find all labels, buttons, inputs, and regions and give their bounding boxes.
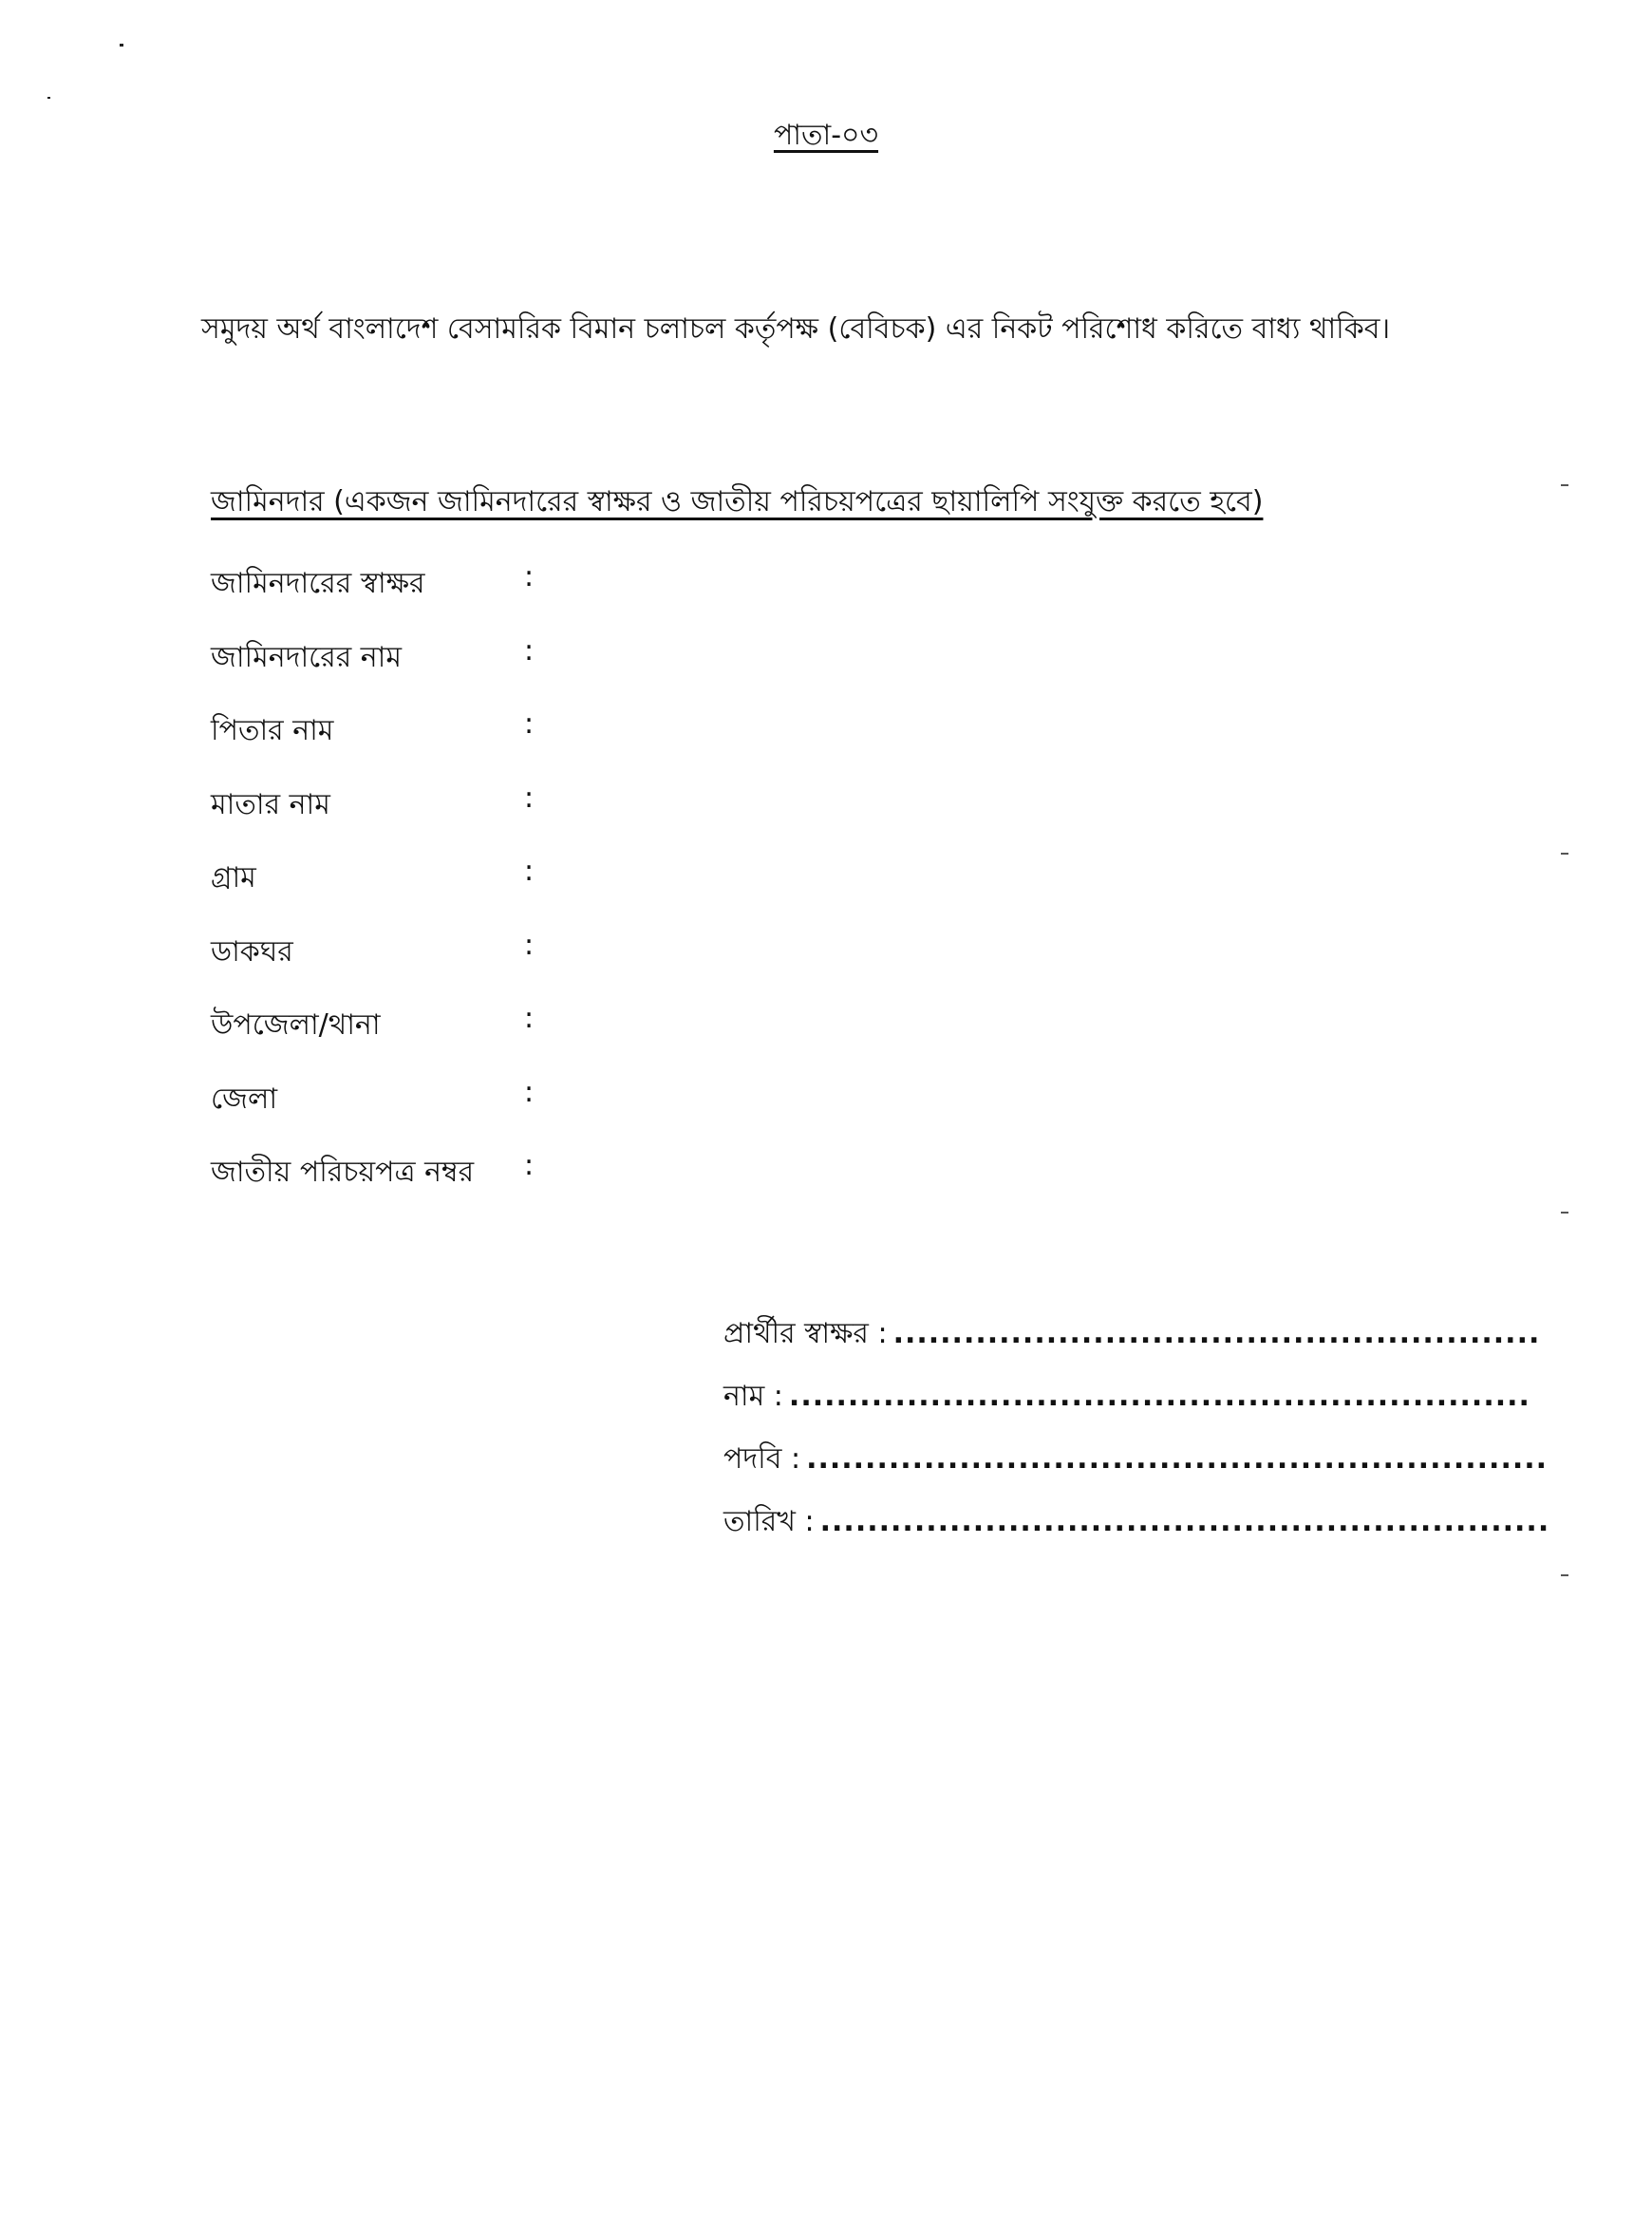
field-colon: : xyxy=(524,781,535,815)
scan-edge-mark xyxy=(1561,1574,1568,1576)
intro-paragraph: সমুদয় অর্থ বাংলাদেশ বেসামরিক বিমান চলাচল কর্তৃপক্ষ (বেবিচক) এর নিকট পরিশোধ করিতে বাধ্য থাকিব। xyxy=(201,312,1391,346)
scan-edge-mark xyxy=(1561,1212,1568,1214)
field-row-nid-number xyxy=(211,1149,780,1223)
field-row-guarantor-signature xyxy=(211,560,780,634)
page-number: পাতা-০৩ xyxy=(773,119,879,152)
guarantor-heading: জামিনদার (একজন জামিনদারের স্বাক্ষর ও জাতীয় পরিচয়পত্রের ছায়ালিপি সংযুক্ত করতে হবে) xyxy=(211,485,1264,518)
field-label: মাতার নাম xyxy=(211,787,330,821)
applicant-designation-row xyxy=(723,1436,1549,1498)
applicant-block xyxy=(723,1310,1550,1561)
field-row-mother-name xyxy=(211,781,780,856)
field-label: উপজেলা/থানা xyxy=(211,1008,381,1042)
field-row-post-office xyxy=(211,929,780,1003)
field-label: পিতার নাম xyxy=(211,714,334,747)
scan-edge-mark xyxy=(1561,484,1568,486)
field-colon: : xyxy=(524,855,535,888)
field-row-village xyxy=(211,855,780,929)
field-colon: : xyxy=(524,560,535,593)
scan-speck xyxy=(47,97,50,99)
field-label: গ্রাম xyxy=(211,861,256,894)
dotted-line: ............................................................... xyxy=(806,1442,1549,1476)
scan-edge-mark xyxy=(1561,853,1568,855)
field-label: জামিনদারের নাম xyxy=(211,640,403,674)
applicant-name-label: নাম : xyxy=(723,1380,783,1413)
field-label: জাতীয় পরিচয়পত্র নম্বর xyxy=(211,1156,475,1189)
field-label: জেলা xyxy=(211,1082,278,1116)
applicant-signature-row xyxy=(723,1310,1541,1373)
dotted-line: ............................................................... xyxy=(788,1380,1530,1413)
field-colon: : xyxy=(524,1149,535,1182)
field-row-district xyxy=(211,1076,780,1150)
applicant-date-label: তারিখ : xyxy=(723,1505,815,1538)
scan-speck xyxy=(120,44,123,47)
field-row-upazila xyxy=(211,1002,780,1076)
guarantor-fields xyxy=(211,560,780,1223)
field-colon: : xyxy=(524,633,535,668)
dotted-line: .............................................................. xyxy=(819,1505,1550,1538)
dotted-line: ....................................................... xyxy=(892,1317,1541,1350)
field-row-guarantor-name xyxy=(211,634,780,708)
applicant-date-row xyxy=(723,1498,1550,1561)
field-colon: : xyxy=(524,1002,535,1035)
field-colon: : xyxy=(524,707,535,741)
field-colon: : xyxy=(524,1075,535,1109)
field-label: জামিনদারের স্বাক্ষর xyxy=(211,567,425,600)
applicant-designation-label: পদবি : xyxy=(723,1442,801,1476)
field-row-father-name xyxy=(211,707,780,781)
applicant-name-row xyxy=(723,1373,1530,1436)
field-label: ডাকঘর xyxy=(211,934,293,969)
applicant-signature-label: প্রার্থীর স্বাক্ষর : xyxy=(723,1317,888,1350)
field-colon: : xyxy=(524,928,535,962)
